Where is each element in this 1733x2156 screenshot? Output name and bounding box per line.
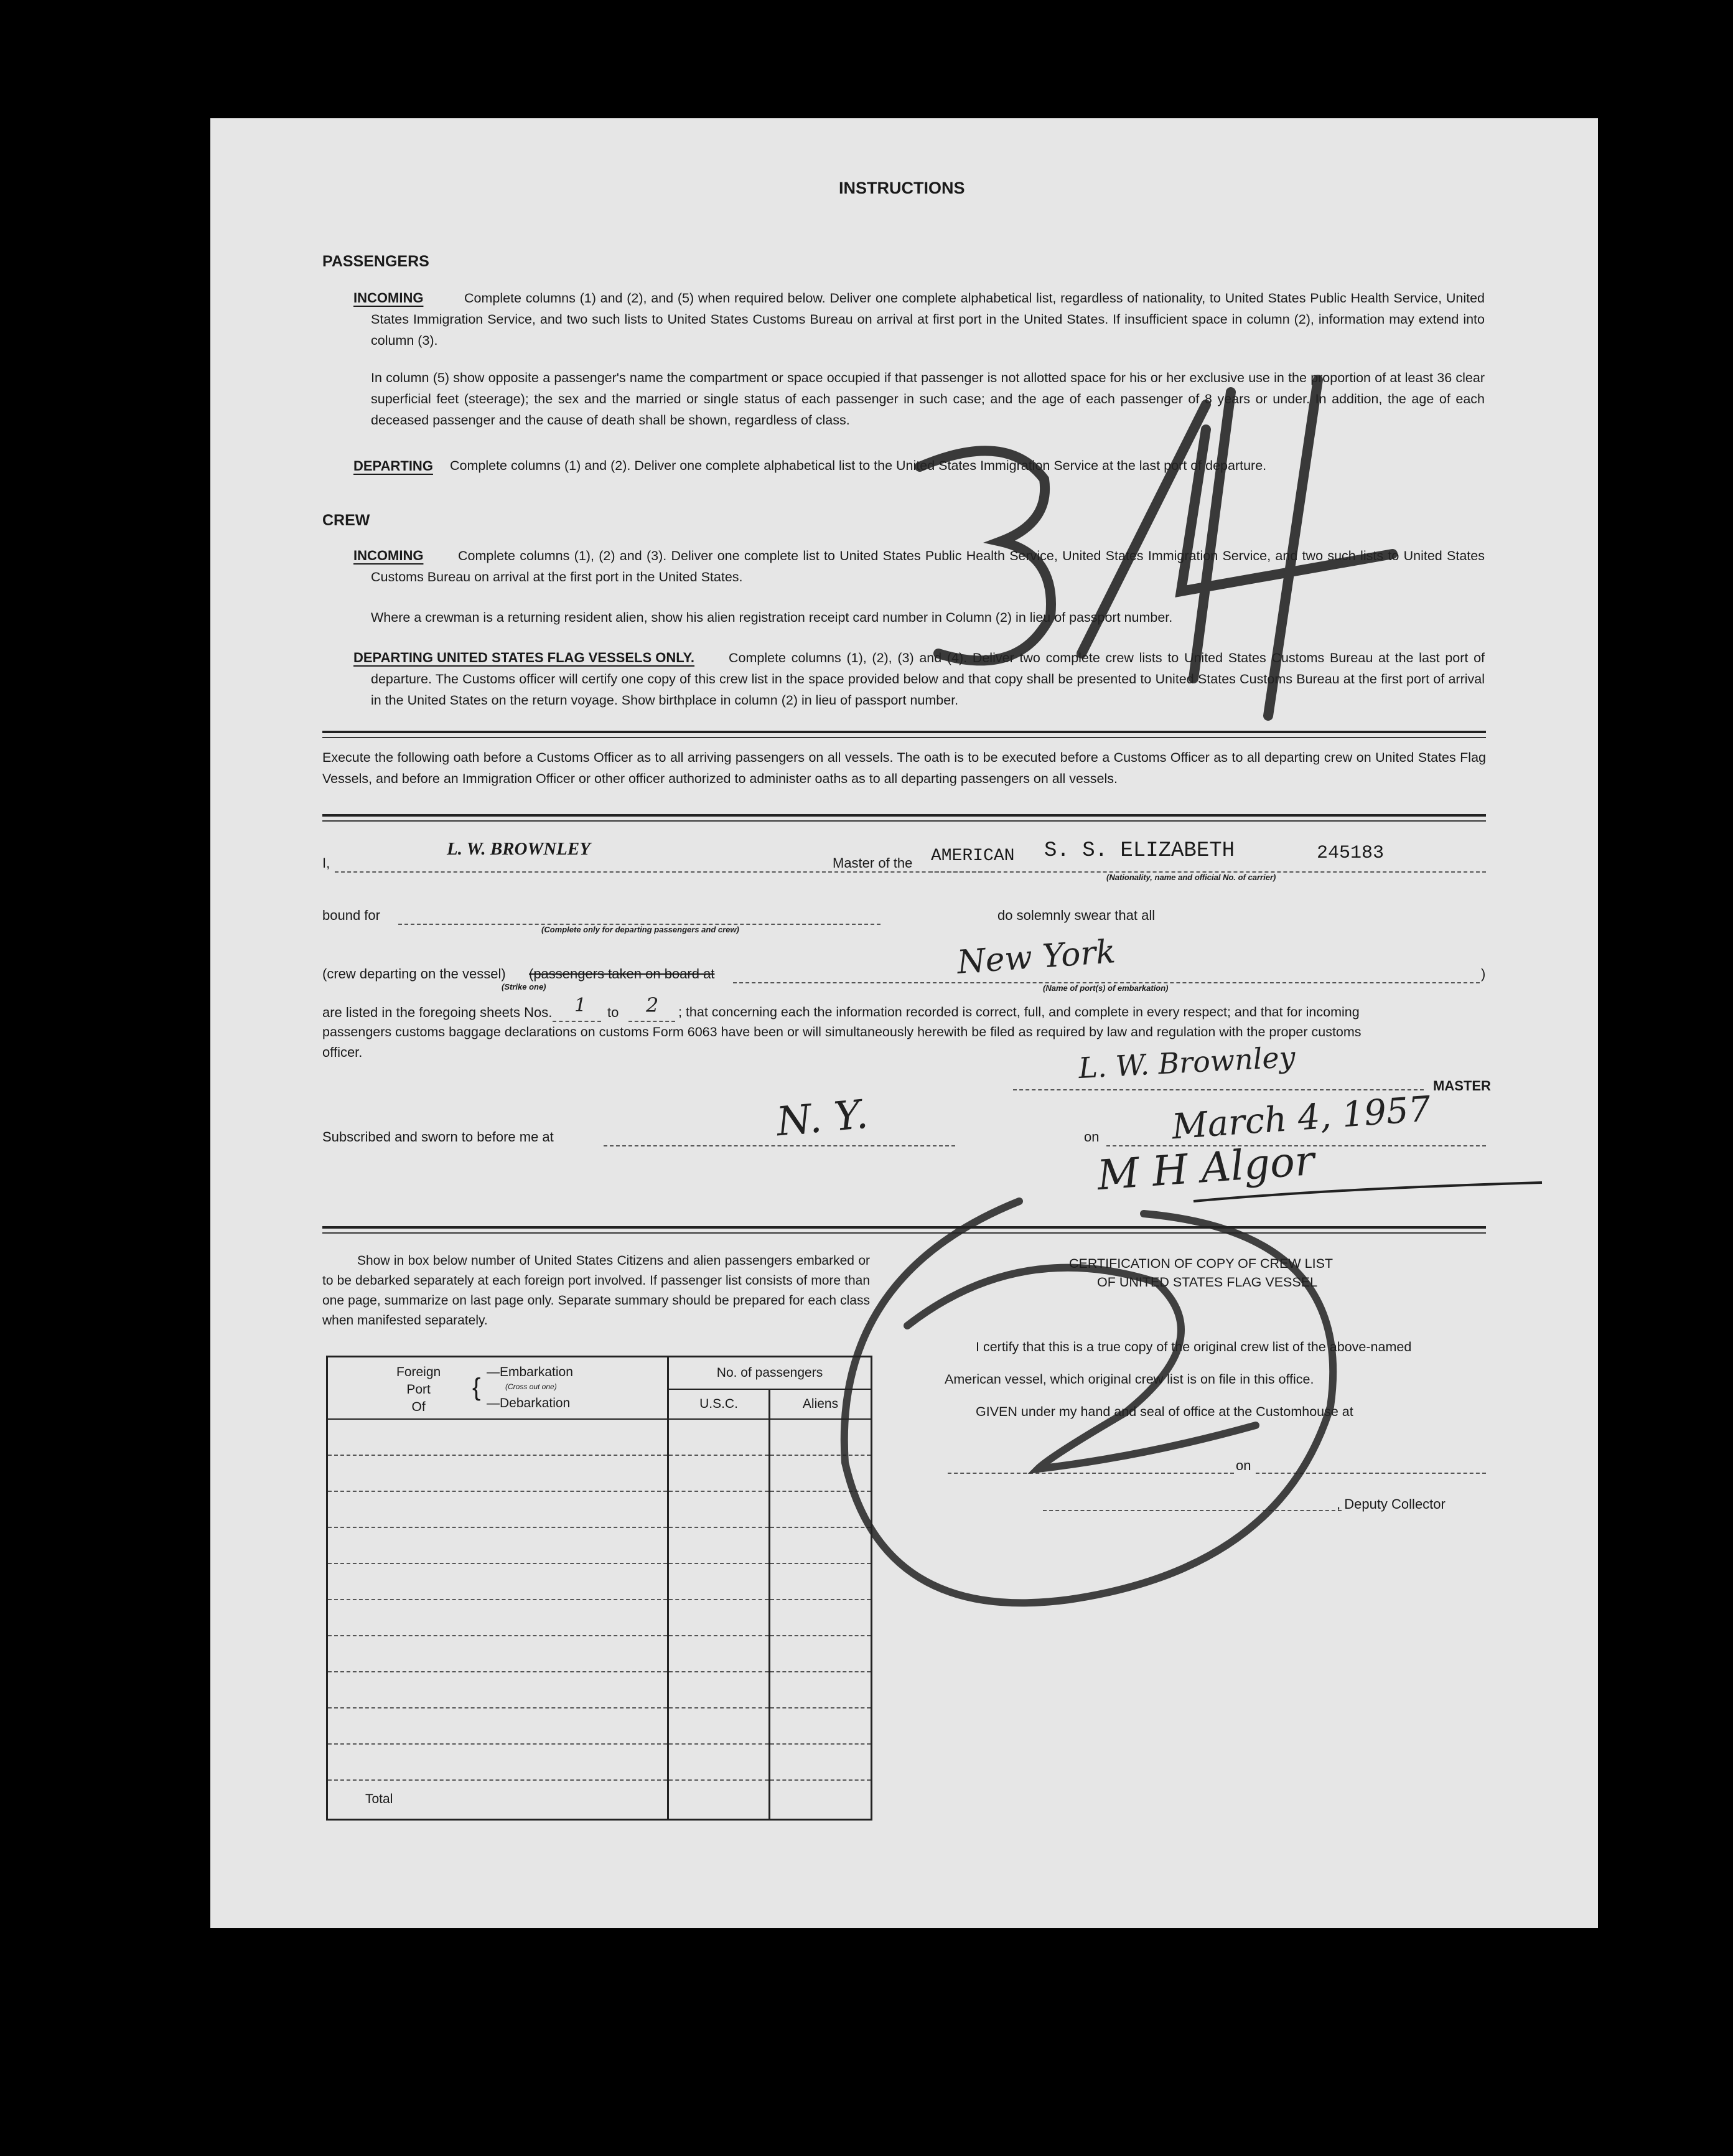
crew-incoming-text: Complete columns (1), (2) and (3). Deliver one complete list to United States Public Health Service, United States Immigration Service, and two such lists to United States Customs Bureau on arrival at the first port in the United States.	[371, 548, 1485, 584]
crew-incoming-label: INCOMING	[353, 548, 424, 563]
table-row	[327, 1600, 872, 1636]
usc-header: U.S.C.	[668, 1389, 770, 1419]
table-row	[327, 1455, 872, 1491]
table-row	[327, 1527, 872, 1563]
oath-i-label: I,	[322, 855, 330, 871]
divider	[322, 731, 1486, 733]
table-row	[327, 1491, 872, 1527]
officer-text: officer.	[322, 1044, 363, 1060]
officer-signature: M H Algor	[1095, 1136, 1316, 1200]
table-row	[327, 1419, 872, 1455]
page-title: INSTRUCTIONS	[839, 179, 965, 197]
crew-departing-label: DEPARTING UNITED STATES FLAG VESSELS ONLY.	[353, 650, 695, 665]
sworn-date: March 4, 1957	[1170, 1089, 1432, 1148]
certification-line-3: GIVEN under my hand and seal of office at the Customhouse at	[976, 1404, 1353, 1419]
master-name: L. W. BROWNLEY	[447, 839, 591, 859]
passengers-incoming-label: INCOMING	[353, 290, 424, 306]
table-row	[327, 1672, 872, 1708]
certification-line-2: American vessel, which original crew list is on file in this office.	[945, 1372, 1314, 1387]
table-row	[327, 1708, 872, 1744]
certification-line-1: I certify that this is a true copy of the original crew list of the above-named	[976, 1339, 1412, 1354]
aliens-header: Aliens	[770, 1389, 872, 1419]
total-label: Total	[365, 1792, 393, 1807]
table-row	[327, 1744, 872, 1780]
swear-text: do solemnly swear that all	[997, 907, 1156, 923]
deputy-collector-label: , Deputy Collector	[1337, 1496, 1446, 1512]
port-label: Port	[406, 1382, 431, 1397]
customs-text: passengers customs baggage declarations on customs Form 6063 have been or will simultaneously herewith be filed as required by law and regulation with the proper customs	[322, 1024, 1362, 1039]
master-of-label: Master of the	[833, 855, 913, 871]
port-header-cell: Foreign Port Of { —Embarkation (Cross out one) —Debarkation	[327, 1357, 668, 1419]
passenger-summary-table	[326, 1356, 872, 1821]
certification-on-label: on	[1236, 1458, 1251, 1473]
foreign-label: Foreign	[396, 1365, 441, 1379]
passengers-departing-label: DEPARTING	[353, 458, 433, 474]
strike-caption: (Strike one)	[502, 982, 546, 991]
table-row	[327, 1636, 872, 1672]
vessel-name: S. S. ELIZABETH	[1044, 839, 1235, 863]
oath-instructions: Execute the following oath before a Customs Officer as to all arriving passengers on all vessels. The oath is to be executed before a Customs Officer as to all departing crew on United States Flag Vessels, and before an Immigration Officer or other officer authorized to administer oaths as to all departing passengers on all vessels.	[322, 750, 1486, 786]
concerning-text: ; that concerning each the information recorded is correct, full, and complete in every respect; and that for incoming	[678, 1005, 1360, 1019]
signature-line	[1013, 1089, 1424, 1090]
sheet-to: 2	[646, 993, 659, 1017]
subscribed-label: Subscribed and sworn to before me at	[322, 1129, 554, 1145]
passengers-column5-text: In column (5) show opposite a passenger's name the compartment or space occupied if that passenger is not allotted space for his or her exclusive use in the proportion of at least 36 clear superficial feet (steerage); the sex and the married or single status of each passenger in such case; and the age of each passenger of 8 years or under. In addition, the age of each deceased passenger and the cause of death shall be shown, regardless of class.	[371, 370, 1485, 428]
divider	[322, 737, 1486, 738]
sworn-place-line	[604, 1145, 955, 1146]
certification-title-1: CERTIFICATION OF COPY OF CREW LIST	[1069, 1256, 1334, 1271]
close-paren: )	[1481, 966, 1486, 982]
vessel-caption: (Nationality, name and official No. of carrier)	[1106, 873, 1276, 882]
bound-caption: (Complete only for departing passengers and crew)	[541, 925, 739, 934]
section-heading-crew: CREW	[322, 512, 370, 529]
vessel-nationality: AMERICAN	[931, 846, 1015, 866]
cross-out-caption: (Cross out one)	[505, 1382, 557, 1391]
table-row	[327, 1563, 872, 1600]
divider	[322, 1226, 1486, 1229]
certification-title-2: OF UNITED STATES FLAG VESSEL	[1097, 1275, 1318, 1290]
crew-departing-text: Complete columns (1), (2), (3) and (4). Deliver two complete crew lists to United States Customs Bureau at the last port of departure. The Customs officer will certify one copy of this crew list in the space provided below and that copy shall be presented to United States Customs Bureau at the first port of arrival in the United States on the return voyage. Show birthplace in column (2) in lieu of passport number.	[371, 650, 1485, 708]
listed-text: are listed in the foregoing sheets Nos.	[322, 1005, 553, 1020]
divider	[322, 814, 1486, 817]
certification-date-line	[1256, 1473, 1486, 1474]
on-label: on	[1084, 1129, 1100, 1145]
official-number: 245183	[1317, 843, 1385, 864]
master-label: MASTER	[1433, 1078, 1491, 1094]
summary-instructions: Show in box below number of United States Citizens and alien passengers embarked or to be debarked separately at each foreign port involved. If passenger list consists of more than one page, summarize on last page only. Separate summary should be prepared for each class when manifested separately.	[322, 1254, 870, 1328]
divider	[322, 1232, 1486, 1234]
document-page	[210, 118, 1598, 1928]
total-row	[327, 1780, 872, 1820]
port-of-embarkation: New York	[956, 933, 1117, 982]
master-signature: L. W. Brownley	[1077, 1039, 1296, 1085]
divider	[322, 820, 1486, 822]
crew-alien-text: Where a crewman is a returning resident alien, show his alien registration receipt card number in Column (2) in lieu of passport number.	[371, 610, 1173, 625]
crew-departing-option: (crew departing on the vessel)	[322, 966, 506, 982]
deputy-collector-line	[1043, 1510, 1342, 1511]
of-label: Of	[411, 1400, 426, 1414]
passengers-taken-option: (passengers taken on board at	[529, 966, 715, 982]
port-caption: (Name of port(s) of embarkation)	[1043, 983, 1169, 993]
passengers-departing-text: Complete columns (1) and (2). Deliver one complete alphabetical list to the United States Immigration Service at the last port of departure.	[450, 458, 1267, 473]
no-passengers-header: No. of passengers	[668, 1357, 872, 1389]
customhouse-line	[948, 1473, 1234, 1474]
embarkation-option: —Embarkation	[487, 1365, 573, 1379]
sheet-from: 1	[574, 995, 587, 1016]
passengers-incoming-text: Complete columns (1) and (2), and (5) when required below. Deliver one complete alphabetical list, regardless of nationality, to United States Public Health Service, United States Immigration Service, and two such lists to United States Customs Bureau on arrival at first port in the United States. If insufficient space in column (2), information may extend into column (3).	[371, 291, 1485, 348]
sworn-place: N. Y.	[775, 1091, 870, 1146]
bound-for-label: bound for	[322, 907, 380, 923]
to-label: to	[607, 1005, 619, 1020]
section-heading-passengers: PASSENGERS	[322, 253, 429, 270]
debarkation-option: —Debarkation	[487, 1396, 571, 1410]
